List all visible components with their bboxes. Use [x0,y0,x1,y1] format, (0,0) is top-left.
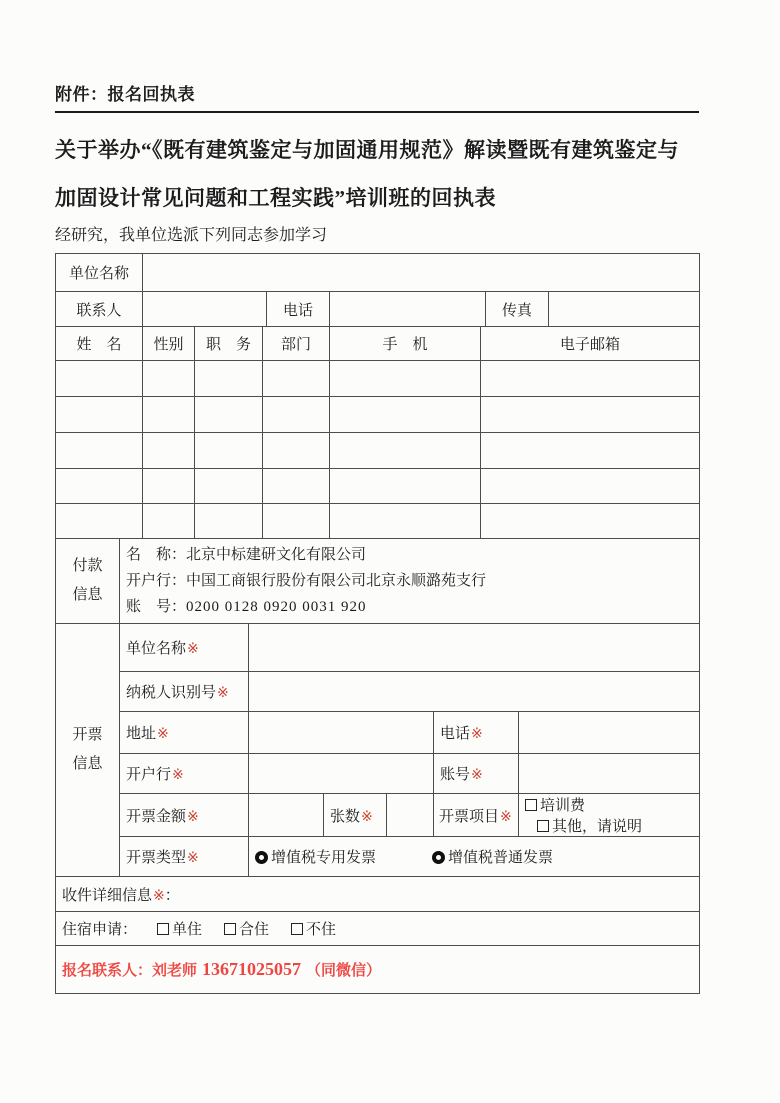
radio-icon[interactable] [432,851,445,864]
form-content [55,80,699,994]
attendee-cell[interactable] [195,469,263,504]
invoice-amount-label: 开票金额※ [120,794,249,837]
invoice-label-line2: 信息 [72,756,103,772]
invoice-phone-field[interactable] [519,712,700,754]
attendee-cell[interactable] [195,397,263,433]
invoice-unit-name-label: 单位名称※ [120,624,249,672]
invoice-bank-label: 开户行※ [120,754,249,794]
payee-account-value: 0200 0128 0920 0031 920 [186,599,367,615]
checkbox-icon[interactable] [537,820,549,832]
attendee-cell[interactable] [56,361,143,397]
col-header-gender: 性别 [143,327,195,361]
payee-bank-label: 开户行： [126,573,187,589]
invoice-tax-id-label: 纳税人识别号※ [120,672,249,712]
radio-option-vat-special[interactable]: 增值税专用发票 [255,849,376,866]
radio-icon[interactable] [255,851,268,864]
checkbox-icon[interactable] [157,923,169,935]
fax-field[interactable] [549,292,700,327]
required-mark: ※ [172,766,184,782]
invoice-item-options [519,794,700,837]
attendee-cell[interactable] [56,433,143,469]
form-title-line2: 加固设计常见问题和工程实践”培训班的回执表 [55,186,496,210]
required-mark: ※ [217,684,229,700]
lodging-row [56,912,700,946]
invoice-tax-id-field[interactable] [249,672,700,712]
attendee-row [56,361,700,397]
unit-name-field[interactable] [143,254,700,292]
invoice-account-label: 账号※ [434,754,519,794]
recipient-info-row[interactable] [56,877,700,912]
intro-line: 经研究，我单位选派下列同志参加学习 [55,227,328,244]
payee-name-line [126,542,693,568]
attendee-cell[interactable] [56,469,143,504]
required-mark: ※ [361,807,373,824]
attendee-cell[interactable] [263,433,330,469]
invoice-account-field[interactable] [519,754,700,794]
registration-contact-phone: 13671025057 [202,959,302,979]
payment-label-line2: 信息 [72,587,103,603]
attendee-table [55,326,700,539]
attendee-row [56,397,700,433]
payment-label-line1: 付款 [72,558,103,574]
attendee-cell[interactable] [143,361,195,397]
attendee-cell[interactable] [330,504,481,539]
payee-bank-line [126,568,693,594]
attendee-cell[interactable] [481,397,700,433]
radio-option-vat-general[interactable]: 增值税普通发票 [432,849,553,866]
required-mark: ※ [187,807,199,824]
col-header-department: 部门 [263,327,330,361]
required-mark: ※ [153,886,165,903]
recipient-info-label: 收件详细信息 [62,886,153,904]
checkbox-option-other[interactable]: 其他，请说明 [537,818,642,835]
attachment-header [55,80,699,113]
attendee-cell[interactable] [263,469,330,504]
attendee-cell[interactable] [56,397,143,433]
invoice-bank-field[interactable] [249,754,434,794]
checkbox-icon[interactable] [525,799,537,811]
attendee-cell[interactable] [481,504,700,539]
attendee-cell[interactable] [56,504,143,539]
attendee-cell[interactable] [330,361,481,397]
attendee-cell[interactable] [481,433,700,469]
attendee-cell[interactable] [195,433,263,469]
attendee-cell[interactable] [143,433,195,469]
col-header-position: 职 务 [195,327,263,361]
checkbox-icon[interactable] [224,923,236,935]
payee-name-value: 北京中标建研文化有限公司 [186,547,367,563]
invoice-type-label: 开票类型※ [120,837,249,877]
checkbox-option-single-room[interactable]: 单住 [157,922,202,938]
registration-contact-row [56,946,700,994]
registration-contact-name: 报名联系人：刘老师 [62,962,198,979]
attendee-cell[interactable] [481,361,700,397]
lodging-label: 住宿申请： [62,922,138,938]
form-title [55,126,699,222]
required-mark: ※ [157,725,169,741]
invoice-label-line1: 开票 [72,727,103,743]
invoice-phone-label: 电话※ [434,712,519,754]
attendee-row [56,504,700,539]
attendee-cell[interactable] [143,469,195,504]
unit-contact-table [55,253,700,327]
payee-bank-value: 中国工商银行股份有限公司北京永顺潞苑支行 [186,573,487,589]
checkbox-option-training-fee[interactable]: 培训费 [525,797,585,814]
invoice-item-label: 开票项目※ [434,794,519,837]
checkbox-icon[interactable] [291,923,303,935]
payee-account-line [126,594,693,620]
attendee-cell[interactable] [330,433,481,469]
payment-details [120,539,700,624]
invoice-info-section [55,623,700,877]
attendee-cell[interactable] [330,469,481,504]
attachment-label: 附件：报名回执表 [55,85,195,104]
contact-person-field[interactable] [143,292,267,327]
required-mark: ※ [500,807,512,824]
attendee-cell[interactable] [330,397,481,433]
unit-name-label: 单位名称 [56,254,143,292]
fax-label: 传真 [486,292,549,327]
attendee-row [56,469,700,504]
attendee-cell[interactable] [143,504,195,539]
invoice-address-field[interactable] [249,712,434,754]
attendee-cell[interactable] [195,361,263,397]
form-title-line1: 关于举办“《既有建筑鉴定与加固通用规范》解读暨既有建筑鉴定与 [55,138,679,162]
checkbox-option-shared-room[interactable]: 合住 [224,922,269,938]
attendee-cell[interactable] [481,469,700,504]
phone-label: 电话 [267,292,330,327]
col-header-name: 姓 名 [56,327,143,361]
registration-contact-wechat-note: （同微信） [306,962,382,979]
required-mark: ※ [471,725,483,741]
invoice-amount-field[interactable] [249,794,324,837]
invoice-address-label: 地址※ [120,712,249,754]
checkbox-option-no-room[interactable]: 不住 [291,922,336,938]
required-mark: ※ [471,766,483,782]
recipient-info-colon: ： [164,886,180,904]
invoice-type-options [249,837,700,877]
phone-field[interactable] [330,292,486,327]
payment-info-section [55,538,700,624]
invoice-count-field[interactable] [387,794,434,837]
attendee-cell[interactable] [263,397,330,433]
payment-section-label [56,539,120,624]
contact-person-label: 联系人 [56,292,143,327]
col-header-email: 电子邮箱 [481,327,700,361]
required-mark: ※ [187,849,199,865]
attendee-cell[interactable] [143,397,195,433]
footer-section [55,876,700,994]
invoice-unit-name-field[interactable] [249,624,700,672]
attendee-cell[interactable] [263,361,330,397]
invoice-section-label [56,624,120,877]
attendee-row [56,433,700,469]
col-header-mobile: 手 机 [330,327,481,361]
attendee-cell[interactable] [195,504,263,539]
required-mark: ※ [187,640,199,656]
attendee-cell[interactable] [263,504,330,539]
payee-name-label: 名 称： [126,547,187,563]
invoice-count-label: 张数※ [324,794,387,837]
payee-account-label: 账 号： [126,599,187,615]
